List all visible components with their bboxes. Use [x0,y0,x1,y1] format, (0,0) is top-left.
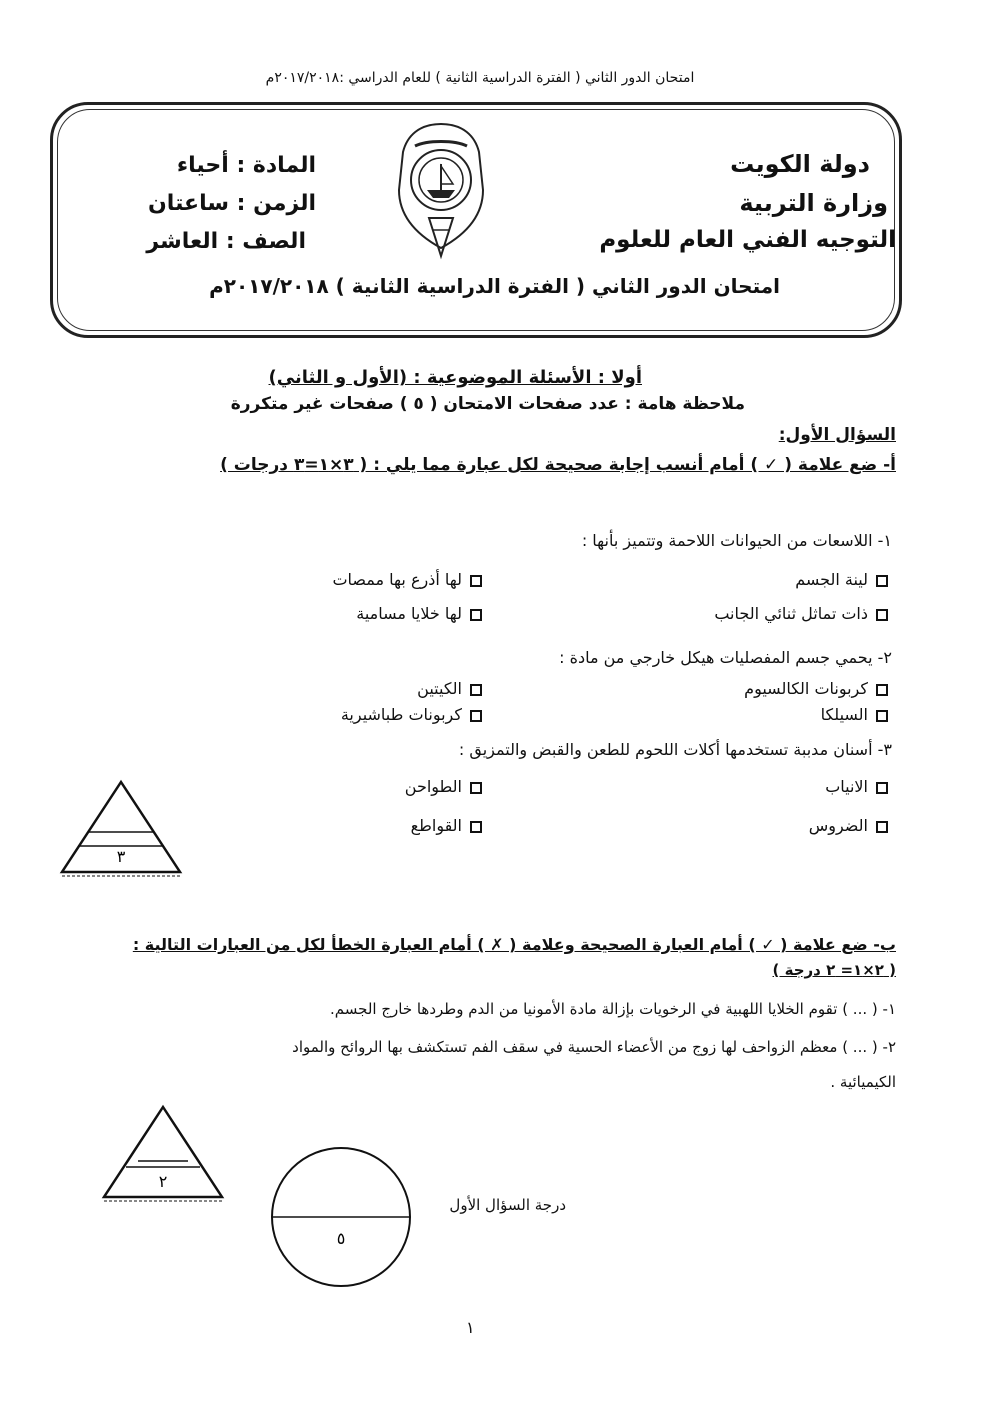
time-label: الزمن : ساعتان [148,191,316,216]
mcq-option[interactable]: كربونات الكالسيوم [744,679,888,698]
item-text: تقوم الخلايا اللهبية في الرخويات بإزالة مادة الأمونيا من الدم وطردها خارج الجسم. [330,1000,838,1018]
mcq-option[interactable]: الانياب [825,777,888,796]
checkbox[interactable] [470,821,482,833]
total-score-value: ٥ [336,1229,346,1248]
country-name: دولة الكويت [730,150,870,178]
item-number: ٢- [877,648,892,667]
section-title: أولا : الأسئلة الموضوعية : (الأول و الثاني) [268,367,642,388]
kuwait-emblem-icon [385,118,497,260]
checkbox[interactable] [470,684,482,696]
mcq-option[interactable]: لها أذرع بها ممصات [332,570,482,589]
item-number: ١- [877,531,892,550]
checkbox[interactable] [470,575,482,587]
subject-label: المادة : أحياء [176,153,316,178]
mcq-option[interactable]: لها خلايا مسامية [356,604,482,623]
total-score-label: درجة السؤال الأول [449,1196,566,1214]
tf-item [330,1000,896,1018]
part-b-instruction: ب- ضع علامة ( ✓ ) أمام العبارة الصحيحة وعلامة ( ✗ ) أمام العبارة الخطأ لكل من العبارات التالية : [132,935,896,954]
mcq-item [582,531,892,550]
item-text: اللاسعات من الحيوانات اللاحمة وتتميز بأنها : [581,531,873,550]
checkbox[interactable] [876,609,888,621]
mcq-option[interactable]: لينة الجسم [795,570,888,589]
checkbox[interactable] [876,821,888,833]
exam-title: امتحان الدور الثاني ( الفترة الدراسية الثانية ) ٢٠١٧/٢٠١٨م [209,274,780,298]
mcq-item [459,740,892,759]
question-one-heading: السؤال الأول: [778,425,896,445]
checkbox[interactable] [876,575,888,587]
mcq-option[interactable]: الكيتين [417,679,482,698]
answer-blank[interactable]: ( ... ) [842,1038,878,1056]
item-number: ١- [882,1000,896,1018]
answer-blank[interactable]: ( ... ) [842,1000,878,1018]
checkbox[interactable] [876,710,888,722]
checkbox[interactable] [470,782,482,794]
mcq-option[interactable]: الضروس [809,816,888,835]
page-number: ١ [466,1318,475,1337]
part-b-points: ( ٢×١= ٢ درجة ) [772,961,896,979]
mcq-option[interactable]: كربونات طباشيرية [341,705,482,724]
department-name: التوجيه الفني العام للعلوم [599,227,896,253]
total-score-circle [268,1144,414,1290]
checkbox[interactable] [876,782,888,794]
tf-item-continuation: الكيميائية . [830,1073,896,1091]
exam-note: ملاحظة هامة : عدد صفحات الامتحان ( ٥ ) صفحات غير متكررة [230,394,745,414]
tf-item [292,1038,896,1056]
checkbox[interactable] [876,684,888,696]
mcq-option[interactable]: ذات تماثل ثنائي الجانب [714,604,888,623]
item-text: أسنان مدببة تستخدمها أكلات اللحوم للطعن والقبض والتمزيق : [458,740,873,759]
checkbox[interactable] [470,710,482,722]
score-triangle-a [58,778,184,880]
item-text: يحمي جسم المفصليات هيكل خارجي من مادة : [559,648,873,667]
item-number: ٢- [882,1038,896,1056]
item-text: معظم الزواحف لها زوج من الأعضاء الحسية في سقف الفم تستكشف بها الروائح والمواد [292,1038,838,1056]
mcq-option[interactable]: القواطع [411,816,482,835]
score-b-value: ٢ [158,1172,168,1191]
score-triangle-b [100,1103,226,1205]
item-number: ٣- [877,740,892,759]
top-exam-line: امتحان الدور الثاني ( الفترة الدراسية الثانية ) للعام الدراسي :٢٠١٧/٢٠١٨م [265,70,695,86]
checkbox[interactable] [470,609,482,621]
part-a-instruction: أ- ضع علامة ( ✓ ) أمام أنسب إجابة صحيحة لكل عبارة مما يلي : ( ٣×١=٣ درجات ) [220,455,896,475]
score-a-value: ٣ [116,847,126,866]
mcq-option[interactable]: السيلكا [821,705,888,724]
mcq-item [559,648,892,667]
mcq-option[interactable]: الطواحن [405,777,482,796]
grade-label: الصف : العاشر [146,229,306,254]
ministry-name: وزارة التربية [739,189,888,217]
